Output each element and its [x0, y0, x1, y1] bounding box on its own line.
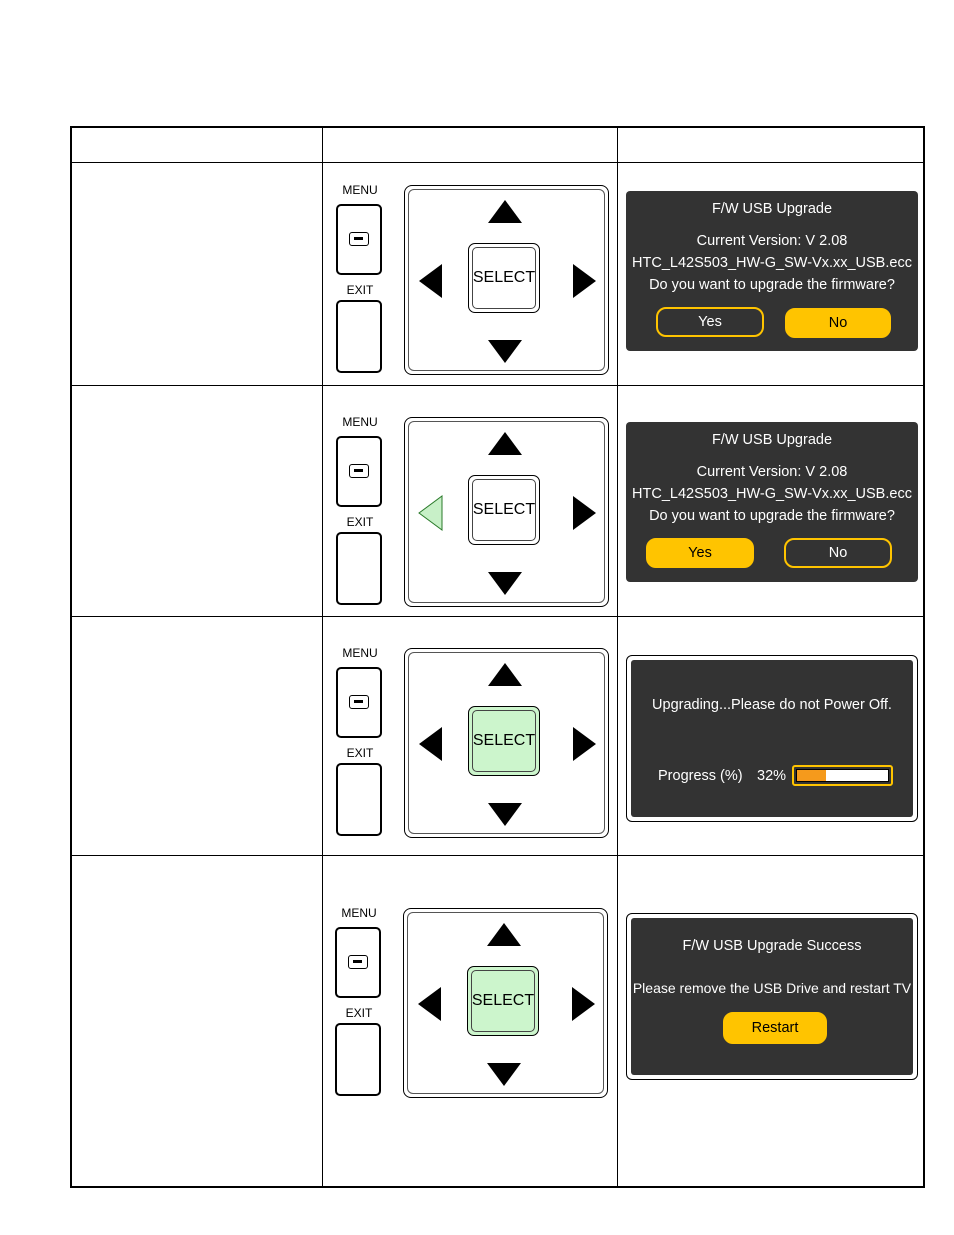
up-arrow-icon[interactable]: [487, 431, 523, 456]
menu-button[interactable]: [336, 436, 382, 507]
menu-label: MENU: [342, 183, 378, 197]
step-cell: [72, 164, 320, 174]
up-arrow-icon[interactable]: [486, 922, 522, 947]
menu-label: MENU: [341, 906, 377, 920]
exit-label: EXIT: [346, 746, 374, 760]
dpad: [404, 648, 609, 838]
header-cell-remote: [323, 128, 617, 162]
column-divider: [322, 128, 323, 1186]
yes-button[interactable]: Yes: [656, 307, 764, 337]
down-arrow-icon[interactable]: [487, 339, 523, 364]
progress-fill: [797, 770, 826, 781]
select-button[interactable]: [468, 706, 540, 776]
menu-button[interactable]: [335, 927, 381, 998]
header-cell-screen: [618, 128, 925, 162]
menu-button-icon: [349, 695, 369, 709]
exit-label: EXIT: [346, 515, 374, 529]
upgrade-question-text: Do you want to upgrade the firmware?: [649, 508, 895, 524]
exit-label: EXIT: [346, 283, 374, 297]
progress-screen-body: [631, 660, 913, 817]
down-arrow-icon[interactable]: [487, 571, 523, 596]
row-divider: [72, 855, 923, 856]
menu-button-icon: [349, 464, 369, 478]
current-version-text: Current Version: V 2.08: [696, 464, 848, 480]
step-cell: [72, 887, 320, 897]
step-cell: [72, 627, 320, 637]
progress-screen: [626, 655, 918, 822]
row-divider: [72, 616, 923, 617]
restart-button[interactable]: Restart: [723, 1012, 827, 1044]
progress-bar: [792, 765, 893, 786]
upgrading-message: Upgrading...Please do not Power Off.: [652, 697, 892, 713]
select-button-label: SELECT: [472, 501, 536, 518]
up-arrow-icon[interactable]: [487, 662, 523, 687]
progress-track: [796, 769, 889, 782]
right-arrow-icon[interactable]: [571, 986, 596, 1022]
menu-label: MENU: [342, 415, 378, 429]
no-button[interactable]: No: [785, 308, 891, 338]
success-screen-body: [631, 918, 913, 1075]
dpad: [404, 417, 609, 607]
right-arrow-icon[interactable]: [572, 495, 597, 531]
progress-label: Progress (%): [658, 768, 743, 784]
select-button-label: SELECT: [472, 732, 536, 749]
exit-button[interactable]: [336, 532, 382, 605]
exit-button[interactable]: [336, 763, 382, 836]
restart-instruction: Please remove the USB Drive and restart TV: [632, 980, 912, 996]
step-cell: [72, 396, 320, 406]
select-button[interactable]: [468, 475, 540, 545]
up-arrow-icon[interactable]: [487, 199, 523, 224]
header-cell-step: [72, 128, 322, 162]
row-divider: [72, 385, 923, 386]
current-version-text: Current Version: V 2.08: [696, 233, 848, 249]
left-arrow-icon[interactable]: [417, 986, 442, 1022]
firmware-filename-text: HTC_L42S503_HW-G_SW-Vx.xx_USB.ecc: [632, 255, 912, 271]
menu-button-icon: [348, 955, 368, 969]
header-divider: [72, 162, 923, 163]
menu-button-icon: [349, 232, 369, 246]
dpad: [404, 185, 609, 375]
dialog-title: F/W USB Upgrade: [711, 201, 833, 217]
exit-button[interactable]: [335, 1023, 381, 1096]
select-button[interactable]: [468, 243, 540, 313]
down-arrow-icon[interactable]: [487, 802, 523, 827]
down-arrow-icon[interactable]: [486, 1062, 522, 1087]
firmware-filename-text: HTC_L42S503_HW-G_SW-Vx.xx_USB.ecc: [632, 486, 912, 502]
no-button[interactable]: No: [784, 538, 892, 568]
left-arrow-icon[interactable]: [418, 495, 443, 531]
menu-label: MENU: [342, 646, 378, 660]
upgrade-question-text: Do you want to upgrade the firmware?: [649, 277, 895, 293]
right-arrow-icon[interactable]: [572, 263, 597, 299]
dpad: [403, 908, 608, 1098]
right-arrow-icon[interactable]: [572, 726, 597, 762]
yes-button[interactable]: Yes: [646, 538, 754, 568]
select-button[interactable]: [467, 966, 539, 1036]
menu-button[interactable]: [336, 667, 382, 738]
exit-button[interactable]: [336, 300, 382, 373]
exit-label: EXIT: [345, 1006, 373, 1020]
select-button-label: SELECT: [472, 269, 536, 286]
upgrade-dialog: [626, 191, 918, 351]
dialog-title: F/W USB Upgrade: [711, 432, 833, 448]
upgrade-dialog: [626, 422, 918, 582]
success-screen: [626, 913, 918, 1080]
success-title: F/W USB Upgrade Success: [682, 938, 862, 954]
menu-button[interactable]: [336, 204, 382, 275]
left-arrow-icon[interactable]: [418, 726, 443, 762]
left-arrow-icon[interactable]: [418, 263, 443, 299]
progress-percent: 32%: [757, 768, 787, 784]
select-button-label: SELECT: [471, 992, 535, 1009]
column-divider: [617, 128, 618, 1186]
